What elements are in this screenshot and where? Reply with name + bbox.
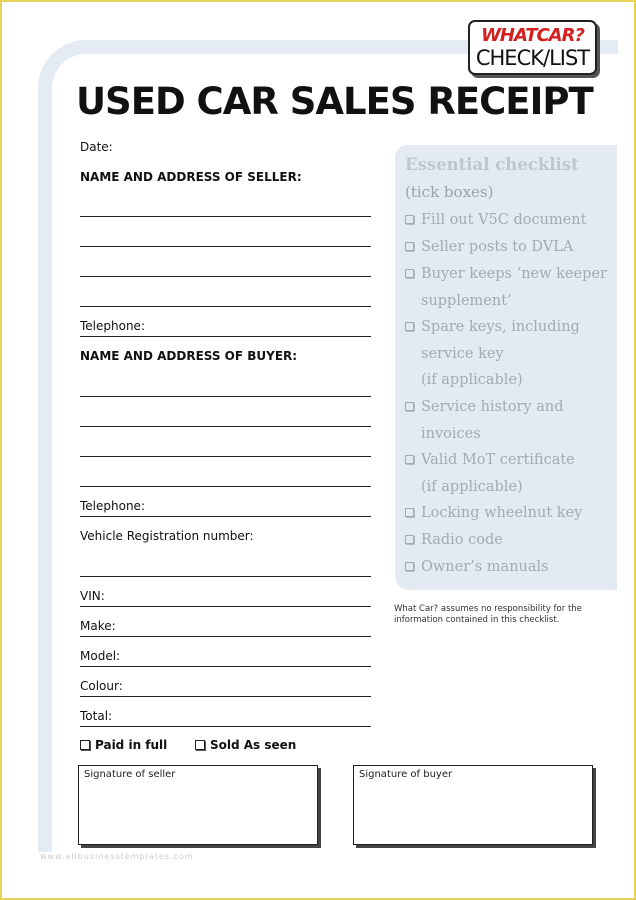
logo-brand-text: WHATCAR? <box>481 25 584 46</box>
seller-address-line-3[interactable] <box>80 276 371 277</box>
seller-signature-label: Signature of seller <box>84 769 176 780</box>
total-label: Total: <box>80 709 113 723</box>
buyer-heading: NAME AND ADDRESS OF BUYER: <box>80 349 298 363</box>
vin-label: VIN: <box>80 589 105 603</box>
registration-label: Vehicle Registration number: <box>80 529 254 543</box>
checklist-item[interactable]: Service history and invoices <box>405 394 564 447</box>
checklist-item[interactable]: Owner’s manuals <box>405 554 549 581</box>
seller-telephone-label: Telephone: <box>80 319 145 333</box>
make-label: Make: <box>80 619 116 633</box>
checkbox-icon[interactable] <box>405 242 414 251</box>
disclaimer-text: What Car? assumes no responsibility for the information contained in this checklist. <box>394 604 582 625</box>
buyer-address-line-4[interactable] <box>80 486 371 487</box>
buyer-signature-label: Signature of buyer <box>359 769 453 780</box>
checklist-item[interactable]: Buyer keeps ‘new keeper supplement’ <box>405 261 607 314</box>
sold-as-seen-option[interactable] <box>195 738 296 752</box>
checkbox-icon[interactable] <box>405 269 414 278</box>
logo-checklist-text: CHECK/LIST <box>475 46 590 70</box>
seller-address-line-1[interactable] <box>80 216 371 217</box>
essential-checklist-panel <box>395 145 617 590</box>
checkbox-icon[interactable] <box>405 562 414 571</box>
date-label: Date: <box>80 140 113 154</box>
checkbox-icon[interactable] <box>405 455 414 464</box>
buyer-address-line-1[interactable] <box>80 396 371 397</box>
checklist-item[interactable]: Spare keys, including service key (if applicable) <box>405 314 580 394</box>
checklist-title: Essential checklist <box>405 155 579 174</box>
checkbox-icon[interactable] <box>405 508 414 517</box>
vin-line[interactable] <box>80 606 371 607</box>
paid-in-full-label: Paid in full <box>95 738 168 752</box>
checklist-item[interactable]: Fill out V5C document <box>405 207 586 234</box>
registration-line[interactable] <box>80 576 371 577</box>
checkbox-icon[interactable] <box>405 215 414 224</box>
sold-as-seen-label: Sold As seen <box>210 738 297 752</box>
colour-line[interactable] <box>80 696 371 697</box>
whatcar-checklist-logo <box>468 20 597 75</box>
paid-in-full-option[interactable] <box>80 738 167 752</box>
seller-heading: NAME AND ADDRESS OF SELLER: <box>80 170 302 184</box>
checkbox-icon[interactable] <box>405 402 414 411</box>
checklist-subtitle: (tick boxes) <box>405 183 494 201</box>
seller-address-line-2[interactable] <box>80 246 371 247</box>
checklist-item[interactable]: Seller posts to DVLA <box>405 234 573 261</box>
checklist-item[interactable]: Radio code <box>405 527 503 554</box>
sold-as-seen-checkbox[interactable] <box>195 740 205 750</box>
seller-address-line-4[interactable] <box>80 306 371 307</box>
checkbox-icon[interactable] <box>405 322 414 331</box>
seller-signature-box[interactable] <box>78 765 318 845</box>
model-line[interactable] <box>80 666 371 667</box>
buyer-telephone-line[interactable] <box>80 516 371 517</box>
checkbox-icon[interactable] <box>405 535 414 544</box>
seller-telephone-line[interactable] <box>80 336 371 337</box>
model-label: Model: <box>80 649 121 663</box>
checklist-item[interactable]: Valid MoT certificate (if applicable) <box>405 447 575 500</box>
make-line[interactable] <box>80 636 371 637</box>
checklist-item[interactable]: Locking wheelnut key <box>405 500 582 527</box>
footer-watermark: www.allbusinesstemplates.com <box>40 852 194 861</box>
buyer-address-line-2[interactable] <box>80 426 371 427</box>
buyer-telephone-label: Telephone: <box>80 499 145 513</box>
colour-label: Colour: <box>80 679 123 693</box>
paid-in-full-checkbox[interactable] <box>80 740 90 750</box>
buyer-address-line-3[interactable] <box>80 456 371 457</box>
page-title: USED CAR SALES RECEIPT <box>76 80 593 123</box>
total-line[interactable] <box>80 726 371 727</box>
buyer-signature-box[interactable] <box>353 765 593 845</box>
